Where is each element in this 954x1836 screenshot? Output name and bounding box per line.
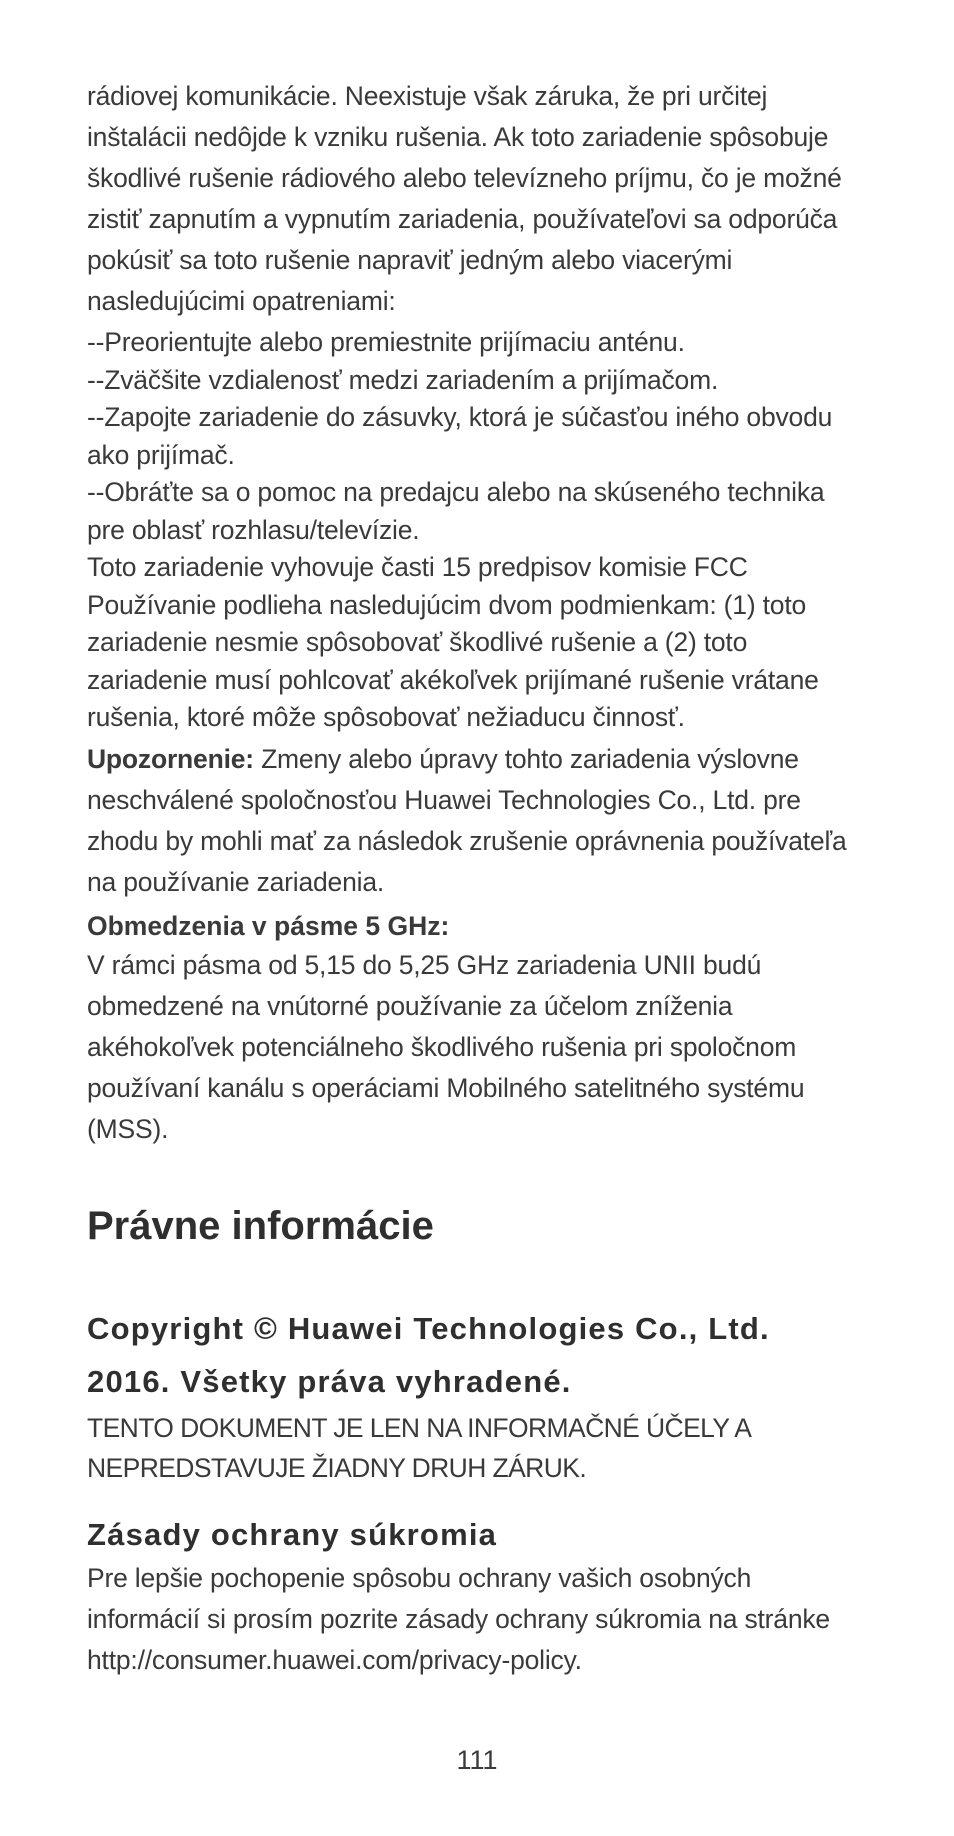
page-number: 111 [456,1745,498,1775]
text-line: Zmeny alebo úpravy tohto zariadenia výslovne [253,743,799,774]
legal-title: Právne informácie [87,1203,434,1248]
text-line: Copyright © Huawei Technologies Co., Ltd. [87,1310,770,1346]
text-line: 2016. Všetky práva vyhradené. [87,1363,572,1399]
intro-paragraph [87,76,887,322]
text-line: nasledujúcimi opatreniami: [87,286,396,316]
restrictions-paragraph [87,945,887,1150]
text-line: rádiovej komunikácie. Neexistuje však záruka, že pri určitej [87,81,768,111]
warning-label: Upozornenie: [87,743,254,774]
text-line: akéhokoľvek potenciálneho škodlivého rušenia pri spoločnom [87,1031,797,1062]
text-line: neschválené spoločnosťou Huawei Technologies Co., Ltd. pre [87,784,801,815]
fcc-line: zariadenie nesmie spôsobovať škodlivé rušenie a (2) toto [87,627,748,657]
warning-paragraph [87,739,887,903]
measure-item: pre oblasť rozhlasu/televízie. [87,514,420,545]
measure-item: --Zapojte zariadenie do zásuvky, ktorá je súčasťou iného obvodu [87,402,833,432]
fcc-line: Toto zariadenie vyhovuje časti 15 predpisov komisie FCC [87,552,748,582]
fcc-line: rušenia, ktoré môže spôsobovať nežiaducu činnosť. [87,702,685,732]
copyright-heading [87,1302,887,1408]
disclaimer-paragraph [87,1408,887,1488]
measure-item: --Obráťte sa o pomoc na predajcu alebo na skúseného technika [87,477,825,507]
text-line: TENTO DOKUMENT JE LEN NA INFORMAČNÉ ÚČELY A [87,1412,752,1443]
text-line: pokúsiť sa toto rušenie napraviť jedným alebo viacerými [87,245,733,275]
text-line: zhodu by mohli mať za následok zrušenie oprávnenia používateľa [87,825,847,856]
privacy-paragraph [87,1558,887,1681]
measures-list [87,324,887,737]
text-line: zistiť zapnutím a vypnutím zariadenia, používateľovi sa odporúča [87,204,838,234]
text-line: informácií si prosím pozrite zásady ochrany súkromia na stránke [87,1603,830,1634]
restrictions-heading: Obmedzenia v pásme 5 GHz: [87,910,450,941]
text-line: Pre lepšie pochopenie spôsobu ochrany vašich osobných [87,1562,752,1593]
text-line: používaní kanálu s operáciami Mobilného satelitného systému [87,1072,805,1103]
text-line: na používanie zariadenia. [87,866,385,897]
fcc-line: Používanie podlieha nasledujúcim dvom podmienkam: (1) toto [87,589,807,620]
privacy-policy-link[interactable]: http://consumer.huawei.com/privacy-policy. [87,1644,582,1675]
measure-item: --Zväčšite vzdialenosť medzi zariadením a prijímačom. [87,364,719,395]
measure-item: ako prijímač. [87,439,235,470]
text-line: (MSS). [87,1113,169,1144]
text-line: obmedzené na vnútorné používanie za účelom zníženia [87,990,733,1021]
text-line: V rámci pásma od 5,15 do 5,25 GHz zariadenia UNII budú [87,949,762,980]
privacy-heading: Zásady ochrany súkromia [87,1516,498,1552]
document-page [87,76,887,1681]
text-line: inštalácii nedôjde k vzniku rušenia. Ak toto zariadenie spôsobuje [87,122,829,152]
fcc-line: zariadenie musí pohlcovať akékoľvek prijímané rušenie vrátane [87,664,819,695]
measure-item: --Preorientujte alebo premiestnite prijímaciu anténu. [87,327,685,357]
text-line: NEPREDSTAVUJE ŽIADNY DRUH ZÁRUK. [87,1452,587,1483]
text-line: škodlivé rušenie rádiového alebo televízneho príjmu, čo je možné [87,163,842,193]
